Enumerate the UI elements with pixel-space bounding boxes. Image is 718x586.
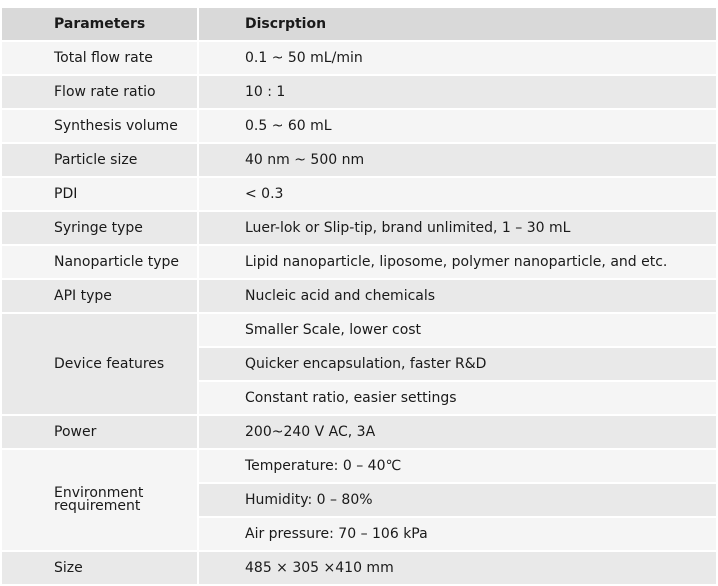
- table-row: [2, 211, 716, 245]
- param-cell: PDI: [2, 177, 198, 211]
- param-cell: Syringe type: [2, 211, 198, 245]
- desc-cell: Lipid nanoparticle, liposome, polymer nanoparticle, and etc.: [198, 245, 716, 279]
- desc-cell: < 0.3: [198, 177, 716, 211]
- desc-cell: 0.1 ~ 50 mL/min: [198, 41, 716, 75]
- desc-cell: Humidity: 0 – 80%: [198, 483, 716, 517]
- table-row: [2, 279, 716, 313]
- table-row: [2, 415, 716, 449]
- param-cell: Particle size: [2, 143, 198, 177]
- table-row: [2, 177, 716, 211]
- param-cell: Nanoparticle type: [2, 245, 198, 279]
- param-cell: Flow rate ratio: [2, 75, 198, 109]
- table-row: [2, 109, 716, 143]
- desc-cell: Constant ratio, easier settings: [198, 381, 716, 415]
- param-cell: Synthesis volume: [2, 109, 198, 143]
- table-row: [2, 75, 716, 109]
- table-header-row: [2, 7, 716, 41]
- environment-label-line2: requirement: [54, 497, 141, 514]
- param-cell: [2, 449, 198, 551]
- table-row-environment: [2, 449, 716, 483]
- desc-cell: Quicker encapsulation, faster R&D: [198, 347, 716, 381]
- param-cell: Total flow rate: [2, 41, 198, 75]
- table-row-device-features: [2, 313, 716, 347]
- desc-cell: Air pressure: 70 – 106 kPa: [198, 517, 716, 551]
- table-row: [2, 41, 716, 75]
- param-cell: Size: [2, 551, 198, 585]
- param-cell: Power: [2, 415, 198, 449]
- desc-cell: 485 × 305 ×410 mm: [198, 551, 716, 585]
- desc-cell: 10 : 1: [198, 75, 716, 109]
- desc-cell: Smaller Scale, lower cost: [198, 313, 716, 347]
- header-parameters: Parameters: [2, 7, 198, 41]
- desc-cell: Nucleic acid and chemicals: [198, 279, 716, 313]
- desc-cell: 40 nm ~ 500 nm: [198, 143, 716, 177]
- param-cell: API type: [2, 279, 198, 313]
- header-description: Discrption: [198, 7, 716, 41]
- desc-cell: 200~240 V AC, 3A: [198, 415, 716, 449]
- param-cell: Device features: [2, 313, 198, 415]
- table-row: [2, 551, 716, 585]
- desc-cell: 0.5 ~ 60 mL: [198, 109, 716, 143]
- specification-table: [2, 6, 716, 586]
- desc-cell: Luer-lok or Slip-tip, brand unlimited, 1 – 30 mL: [198, 211, 716, 245]
- table-row: [2, 143, 716, 177]
- environment-label-line1: Environment: [54, 484, 144, 501]
- table-row: [2, 245, 716, 279]
- environment-label: [54, 484, 144, 514]
- desc-cell: Temperature: 0 – 40℃: [198, 449, 716, 483]
